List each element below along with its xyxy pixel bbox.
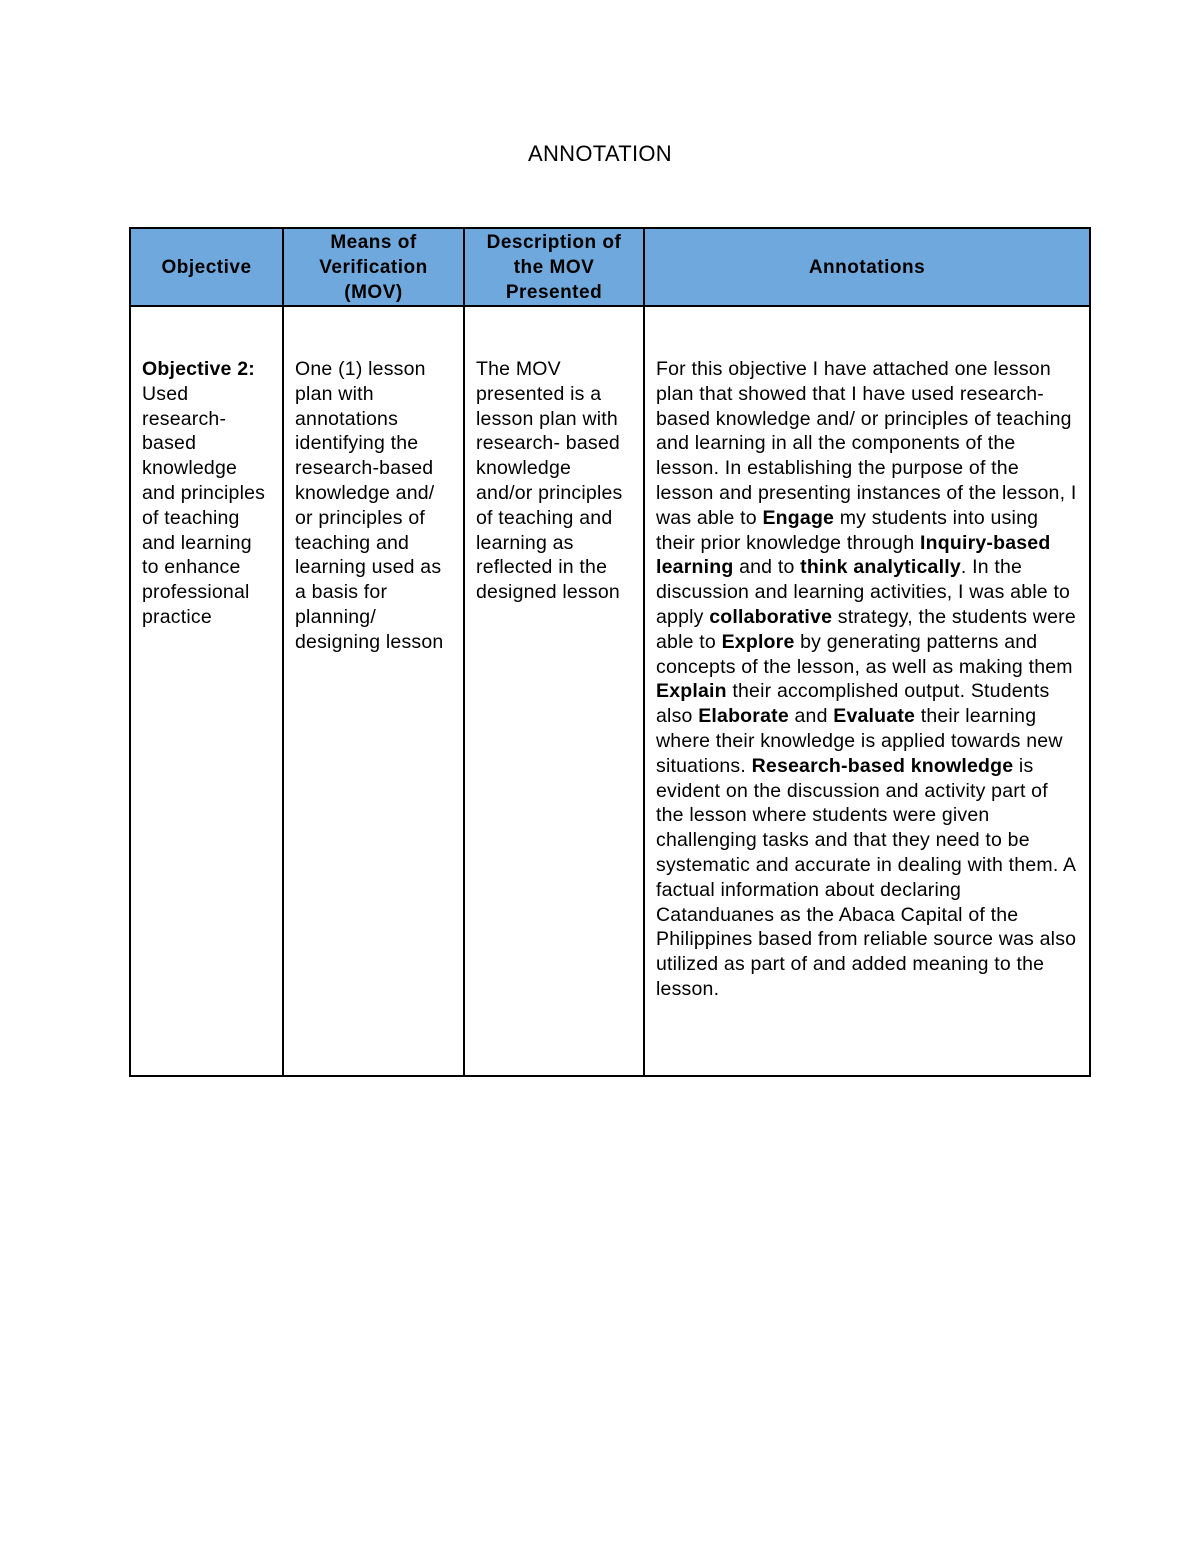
annotation-text: is evident on the discussion and activity part of the lesson where students were given challenging tasks and that they need to be systematic and accurate in dealing with them. A factual information about declaring Catanduanes as the Abaca Capital of the Philippines based from reliable source was also utilized as part of and added meaning to the lesson. bbox=[656, 754, 1077, 1000]
table-row bbox=[130, 306, 1090, 1076]
annotation-text: strategy, the students were able to bbox=[656, 605, 1076, 653]
annotation-text: . In the discussion and learning activities, I was able to apply bbox=[656, 556, 1071, 628]
keyword-engage: Engage bbox=[762, 506, 835, 529]
annotation-text: by generating patterns and concepts of the lesson, as well as making them bbox=[656, 630, 1073, 678]
keyword-evaluate: Evaluate bbox=[833, 705, 916, 728]
annotation-table bbox=[129, 227, 1091, 1077]
header-objective: Objective bbox=[130, 228, 283, 306]
table-header-row bbox=[130, 228, 1090, 306]
keyword-collaborative: collaborative bbox=[709, 605, 833, 628]
annotation-text: and to bbox=[739, 556, 795, 579]
header-description: Description of the MOV Presented bbox=[464, 228, 644, 306]
annotation-text: their learning where their knowledge is applied towards new situations. bbox=[656, 705, 1063, 777]
annotation-text: For this objective I have attached one lesson plan that showed that I have used research- based knowledge and/ or principles of teaching and learning in all the components of the lesson. In establishing the purpose of the lesson and presenting instances of the lesson, I was able to bbox=[656, 358, 1077, 529]
keyword-think-analytically: think analytically bbox=[800, 556, 961, 579]
keyword-explain: Explain bbox=[656, 680, 727, 703]
objective-text: Used research-based knowledge and principles of teaching and learning to enhance professional practice bbox=[142, 382, 266, 628]
keyword-explore: Explore bbox=[721, 630, 795, 653]
annotation-cell bbox=[644, 306, 1090, 1076]
mov-cell bbox=[283, 306, 464, 1076]
objective-label: Objective 2: bbox=[142, 358, 255, 380]
header-annotations: Annotations bbox=[644, 228, 1090, 306]
keyword-elaborate: Elaborate bbox=[698, 705, 789, 728]
page-title: ANNOTATION bbox=[528, 141, 672, 166]
annotation-text: and bbox=[794, 705, 828, 728]
mov-text: One (1) lesson plan with annotations identifying the research-based knowledge and/ or principles of teaching and learning used as a basis for planning/ designing lesson bbox=[295, 358, 444, 653]
header-mov: Means of Verification (MOV) bbox=[283, 228, 464, 306]
description-text: The MOV presented is a lesson plan with research- based knowledge and/or principles of teaching and learning as reflected in the designed lesson bbox=[476, 358, 623, 604]
annotation-text: their accomplished output. Students also bbox=[656, 680, 1050, 728]
keyword-research-based-knowledge: Research-based knowledge bbox=[751, 754, 1014, 777]
objective-cell bbox=[130, 306, 283, 1076]
description-cell bbox=[464, 306, 644, 1076]
keyword-inquiry-based-learning: Inquiry-based learning bbox=[656, 531, 1051, 579]
annotation-text: my students into using their prior knowledge through bbox=[656, 506, 1039, 554]
